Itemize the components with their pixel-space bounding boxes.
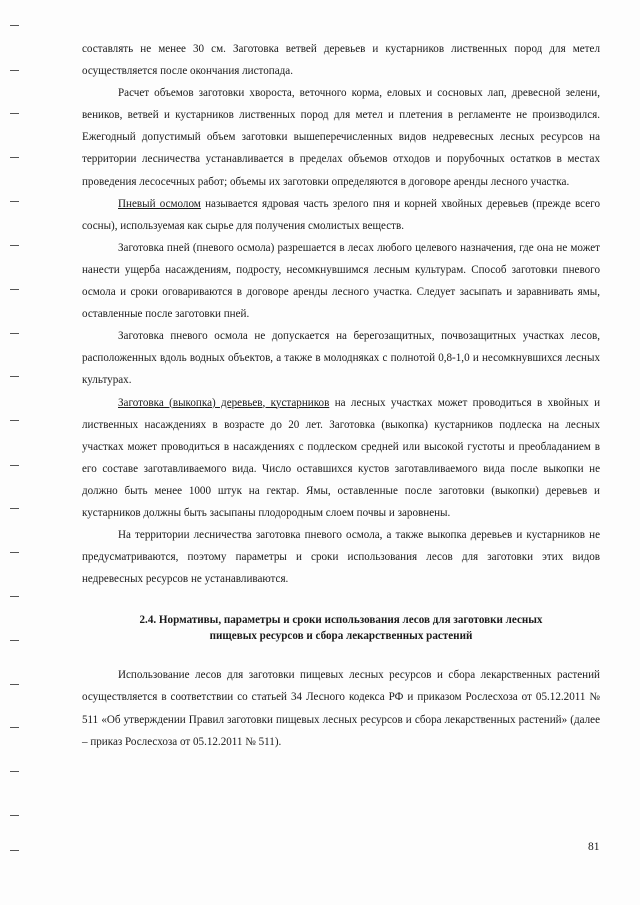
margin-mark bbox=[10, 684, 19, 685]
left-margin-marks bbox=[0, 0, 30, 905]
section-heading-line1: 2.4. Нормативы, параметры и сроки использования лесов для заготовки лесных bbox=[139, 614, 543, 627]
paragraph-text: называется ядровая часть зрелого пня и корней хвойных деревьев (прежде всего сосны), используемая как сырье для получения смолистых веществ. bbox=[82, 197, 600, 232]
paragraph: Расчет объемов заготовки хвороста, веточного корма, еловых и сосновых лап, древесной зелени, веников, ветвей и кустарников лиственных пород для метел и плетения в регламенте не производился. Ежегодный допустимый объем заготовки вышеперечисленных видов недревесных лесных ресурсов на территории лесничества устанавливается в пределах объемов отходов и порубочных остатков в местах проведения лесосечных работ; объемы их заготовки определяются в договоре аренды лесного участка. bbox=[82, 87, 600, 188]
margin-mark bbox=[10, 420, 19, 421]
margin-mark bbox=[10, 727, 19, 728]
margin-mark bbox=[10, 70, 19, 71]
margin-mark bbox=[10, 850, 19, 851]
margin-mark bbox=[10, 25, 19, 26]
paragraph bbox=[82, 193, 600, 237]
margin-mark bbox=[10, 508, 19, 509]
document-body bbox=[82, 38, 600, 753]
margin-mark bbox=[10, 815, 19, 816]
paragraph: Заготовка пней (пневого осмола) разрешается в лесах любого целевого назначения, где она не может нанести ущерба насаждениям, подросту, несомкнувшимся лесным культурам. Способ заготовки пневого осмола и сроки оговариваются в договоре аренды лесного участка. Следует засыпать и заравнивать ямы, оставленные после заготовки пней. bbox=[82, 241, 600, 321]
paragraph: Использование лесов для заготовки пищевых лесных ресурсов и сбора лекарственных растений осуществляется в соответствии со статьей 34 Лесного кодекса РФ и приказом Рослесхоза от 05.12.2011 № 511 «Об утверждении Правил заготовки пищевых лесных ресурсов и сбора лекарственных растений» (далее – приказ Рослесхоза от 05.12.2011 № 511). bbox=[82, 669, 600, 748]
term-underlined: Пневый осмолом bbox=[118, 197, 201, 210]
margin-mark bbox=[10, 201, 19, 202]
margin-mark bbox=[10, 640, 19, 641]
margin-mark bbox=[10, 596, 19, 597]
section-heading-line2: пищевых ресурсов и сбора лекарственных растений bbox=[209, 630, 473, 643]
margin-mark bbox=[10, 245, 19, 246]
paragraph: На территории лесничества заготовка пневого осмола, а также выкопка деревьев и кустарников не предусматриваются, поэтому параметры и сроки использования лесов для заготовки этих видов недревесных ресурсов не устанавливаются. bbox=[82, 529, 600, 586]
page-number: 81 bbox=[588, 841, 600, 853]
section-heading bbox=[82, 612, 600, 644]
margin-mark bbox=[10, 465, 19, 466]
margin-mark bbox=[10, 552, 19, 553]
margin-mark bbox=[10, 113, 19, 114]
margin-mark bbox=[10, 333, 19, 334]
margin-mark bbox=[10, 771, 19, 772]
paragraph-text: на лесных участках может проводиться в хвойных и лиственных насаждениях в возрасте до 20 лет. Заготовка (выкопка) кустарников подлеска на лесных участках может проводиться в насаждениях с подлеском средней или высокой густоты и преобладанием в его составе заготавливаемого вида. Число оставшихся кустов заготавливаемого вида после выкопки не должно быть менее 1000 штук на гектар. Ямы, оставленные после заготовки (выкопки) деревьев и кустарников должны быть засыпаны плодородным слоем почвы и заровнены. bbox=[82, 396, 601, 519]
term-underlined: Заготовка (выкопка) деревьев, кустарников bbox=[118, 396, 330, 409]
margin-mark bbox=[10, 376, 19, 377]
paragraph: составлять не менее 30 см. Заготовка ветвей деревьев и кустарников лиственных пород для метел осуществляется после окончания листопада. bbox=[82, 43, 600, 78]
margin-mark bbox=[10, 289, 19, 290]
margin-mark bbox=[10, 157, 19, 158]
paragraph bbox=[82, 392, 600, 525]
paragraph: Заготовка пневого осмола не допускается на берегозащитных, почвозащитных участках лесов, расположенных вдоль водных объектов, а также в молодняках с полнотой 0,8-1,0 и несомкнувшихся лесных культурах. bbox=[82, 330, 600, 387]
